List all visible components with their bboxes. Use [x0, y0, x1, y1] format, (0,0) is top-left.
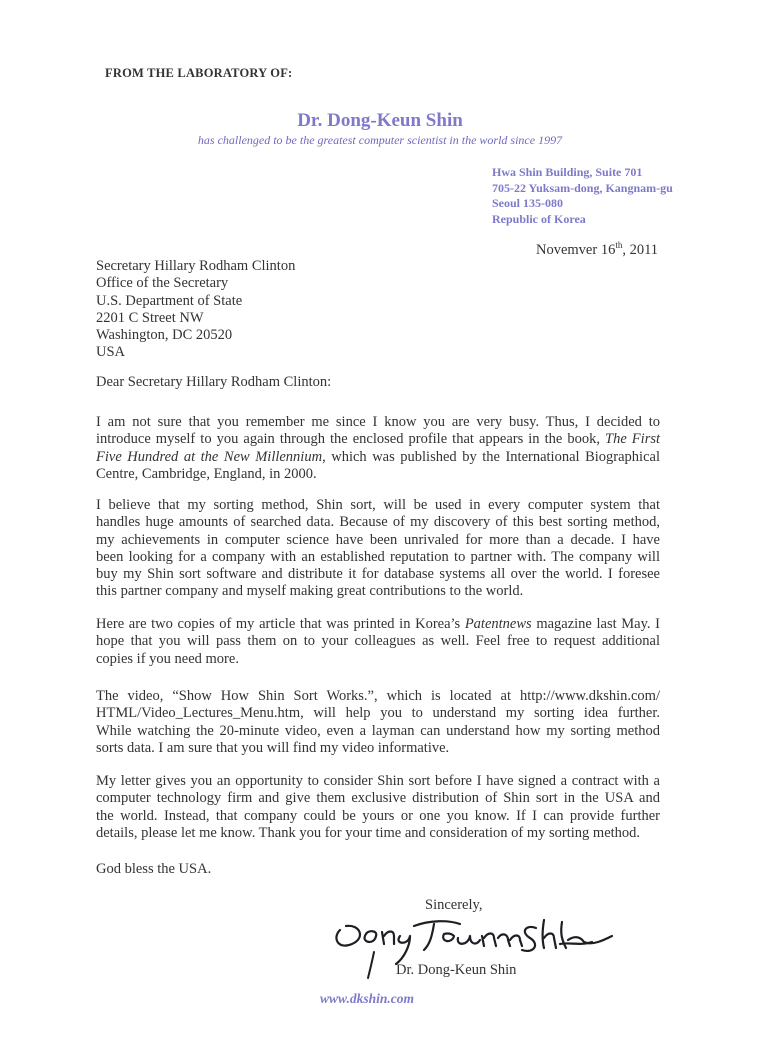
recipient-line: Office of the Secretary: [96, 275, 229, 292]
recipient-line: 2201 C Street NW: [96, 309, 204, 326]
paragraph-line: details, please let me know. Thank you for your time and consideration of my sorting method.: [96, 824, 641, 841]
salutation: Dear Secretary Hillary Rodham Clinton:: [96, 374, 332, 390]
closing-line: God bless the USA.: [96, 861, 212, 877]
paragraph-line: [96, 616, 660, 633]
paragraph-line: hope that you will pass them on to your colleagues as well. Feel free to request additional: [96, 633, 660, 650]
paragraph-line: the world. Instead, that company could be yours or one you know. If I can provide further: [96, 807, 660, 824]
paragraph-article: [96, 616, 660, 668]
paragraph-line: While watching the 20-minute video, even a layman can understand how my sorting method: [96, 722, 660, 739]
recipient-line: U.S. Department of State: [96, 292, 243, 309]
text-run: magazine last May. I: [531, 616, 660, 632]
paragraph-line: HTML/Video_Lectures_Menu.htm, will help you to understand my sorting idea further.: [96, 705, 660, 722]
paragraph-line: been looking for a company with an established reputation to partner with. The company will: [96, 548, 660, 565]
paragraph-line: [96, 449, 660, 466]
sender-address: [492, 165, 673, 227]
sign-off: Sincerely,: [425, 897, 483, 913]
paragraph-line: The video, “Show How Shin Sort Works.”, which is located at http://www.dkshin.com/: [96, 688, 660, 704]
paragraph-shin-sort: [96, 497, 660, 601]
address-line: 705-22 Yuksam-dong, Kangnam-gu: [492, 180, 673, 195]
signer-name: Dr. Dong-Keun Shin: [396, 962, 517, 978]
text-run: Here are two copies of my article that was printed in Korea’s: [96, 616, 465, 632]
letterhead-tagline: has challenged to be the greatest computer scientist in the world since 1997: [197, 133, 563, 147]
magazine-title: Patentnews: [464, 616, 532, 632]
paragraph-line: [96, 431, 660, 448]
letter-date: [536, 240, 658, 259]
website-footer: www.dkshin.com: [320, 991, 415, 1006]
text-run: , which was published by the International Biographical: [322, 448, 660, 465]
book-title: Five Hundred at the New Millennium: [96, 448, 323, 465]
date-year: , 2011: [622, 241, 659, 258]
paragraph-intro: [96, 414, 660, 483]
paragraph-line: sorts data. I am sure that you will find my video informative.: [96, 739, 450, 756]
paragraph-line: I am not sure that you remember me since I know you are very busy. Thus, I decided to: [96, 414, 660, 430]
date-main: Novemver 16: [536, 241, 616, 258]
paragraph-line: I believe that my sorting method, Shin sort, will be used in every computer system that: [96, 497, 660, 513]
address-line: Hwa Shin Building, Suite 701: [492, 165, 643, 179]
paragraph-line: my achievements in computer science have been unrivaled for more than a decade. I have: [96, 531, 660, 548]
book-title: The First: [605, 431, 661, 448]
text-run: introduce myself to you again through the enclosed profile that appears in the book,: [96, 431, 606, 448]
paragraph-line: My letter gives you an opportunity to consider Shin sort before I have signed a contract with a: [96, 773, 660, 789]
paragraph-line: computer technology firm and give them exclusive distribution of Shin sort in the USA and: [96, 790, 660, 807]
paragraph-video: [96, 688, 660, 757]
lab-heading: FROM THE LABORATORY OF:: [105, 66, 293, 80]
paragraph-line: copies if you need more.: [96, 650, 239, 667]
paragraph-line: this partner company and myself making great contributions to the world.: [96, 583, 524, 600]
date-ordinal: th: [615, 240, 623, 250]
recipient-line: USA: [96, 344, 126, 361]
recipient-line: Secretary Hillary Rodham Clinton: [96, 258, 296, 274]
recipient-address: [96, 258, 295, 362]
paragraph-line: handles huge amounts of searched data. Because of my discovery of this best sorting method,: [96, 514, 660, 531]
paragraph-line: Centre, Cambridge, England, in 2000.: [96, 465, 317, 482]
paragraph-offer: [96, 773, 660, 842]
address-line: Republic of Korea: [492, 211, 586, 226]
recipient-line: Washington, DC 20520: [96, 327, 233, 344]
address-line: Seoul 135-080: [492, 196, 564, 210]
letterhead-name: Dr. Dong-Keun Shin: [297, 110, 463, 131]
paragraph-line: buy my Shin sort software and distribute it for database systems all over the world. I foresee: [96, 566, 660, 583]
